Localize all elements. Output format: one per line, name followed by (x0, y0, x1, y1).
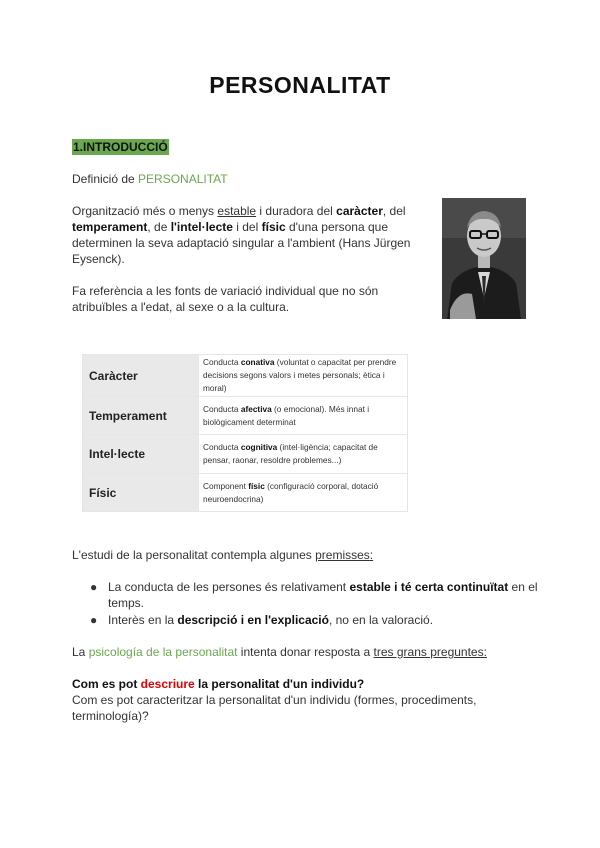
text-run: , de (147, 220, 171, 234)
table-value (199, 397, 408, 435)
text-run: tres grans preguntes: (373, 645, 487, 659)
text-run: Conducta (203, 442, 241, 452)
text-run: La conducta de les persones és relativament (108, 580, 350, 594)
premises-list (90, 579, 548, 629)
page-title: PERSONALITAT (209, 72, 391, 98)
text-run: estable (217, 204, 257, 218)
table-key: Temperament (83, 397, 199, 435)
table-row (83, 355, 408, 397)
section-heading: 1.INTRODUCCIÓ (73, 140, 168, 154)
text-run: la personalitat d'un individu? (194, 677, 365, 691)
table-row (83, 474, 408, 512)
text-run: Component (203, 480, 249, 491)
text-run: (o emocional). Més innat i biològicament determinat (203, 403, 370, 427)
text-run: i duradora del (256, 204, 337, 218)
bullet-icon: ● (90, 580, 98, 594)
definition-paragraph (72, 203, 430, 267)
question-description: Com es pot caracteritzar la personalitat d'un individu (formes, procediments, terminología)? (72, 693, 477, 723)
text-run: psicología de la personalitat (88, 645, 238, 659)
text-run: temperament (72, 220, 148, 234)
table-value (199, 435, 408, 474)
table-key: Físic (83, 474, 199, 512)
text-run: físic (261, 220, 286, 234)
text-run: caràcter (336, 204, 383, 218)
text-run: , del (382, 204, 406, 218)
variation-paragraph: Fa referència a les fonts de variació individual que no són atribuïbles a l'edat, al sexe o a la cultura. (72, 284, 379, 314)
table-row (83, 435, 408, 474)
text-run: l'intel·lecte (170, 220, 233, 234)
text-run: conativa (240, 357, 275, 367)
definition-prefix: Definició de (72, 172, 139, 186)
table-row (83, 397, 408, 435)
text-run: cognitiva (240, 442, 278, 452)
definition-term: PERSONALITAT (138, 172, 228, 186)
text-run: descriure (140, 677, 195, 691)
question-heading (72, 676, 364, 692)
table-key: Intel·lecte (83, 435, 199, 474)
text-run: estable i té certa continuïtat (349, 580, 509, 594)
text-run: Conducta (203, 357, 241, 367)
text-run: intenta donar resposta a (237, 645, 374, 659)
text-run: , no en la valoració. (328, 613, 434, 627)
list-item (90, 612, 548, 628)
text-run: La (72, 645, 89, 659)
list-item (90, 579, 548, 611)
table-value (199, 355, 408, 397)
text-run: Conducta (203, 403, 241, 414)
table-value (199, 474, 408, 512)
concept-table (82, 354, 408, 512)
definition-line (72, 171, 228, 187)
text-run: L'estudi de la personalitat contempla algunes (72, 548, 316, 562)
text-run: (voluntat o capacitat per prendre decisions segons valors i metes personals; ètica i moral) (203, 357, 397, 393)
bullet-icon: ● (90, 613, 98, 627)
text-run: Interès en la (108, 613, 178, 627)
text-run: Organització més o menys (72, 204, 218, 218)
text-run: (intel·ligència; capacitat de pensar, raonar, resoldre problemes...) (203, 442, 378, 465)
text-run: i del (232, 220, 262, 234)
text-run: premisses: (315, 548, 374, 562)
premises-intro (72, 547, 373, 563)
text-run: en el temps. (108, 580, 538, 610)
text-run: Com es pot (72, 677, 141, 691)
text-run: descripció i en l'explicació (177, 613, 329, 627)
portrait-photo (442, 198, 526, 319)
text-run: d'una persona que determinen la seva adaptació singular a l'ambient (Hans Jürgen Eysenck). (72, 220, 411, 266)
text-run: (configuració corporal, dotació neuroendocrina) (203, 480, 379, 504)
table-key: Caràcter (83, 355, 199, 397)
text-run: afectiva (240, 403, 272, 414)
text-run: físic (248, 480, 265, 491)
questions-intro (72, 644, 487, 660)
